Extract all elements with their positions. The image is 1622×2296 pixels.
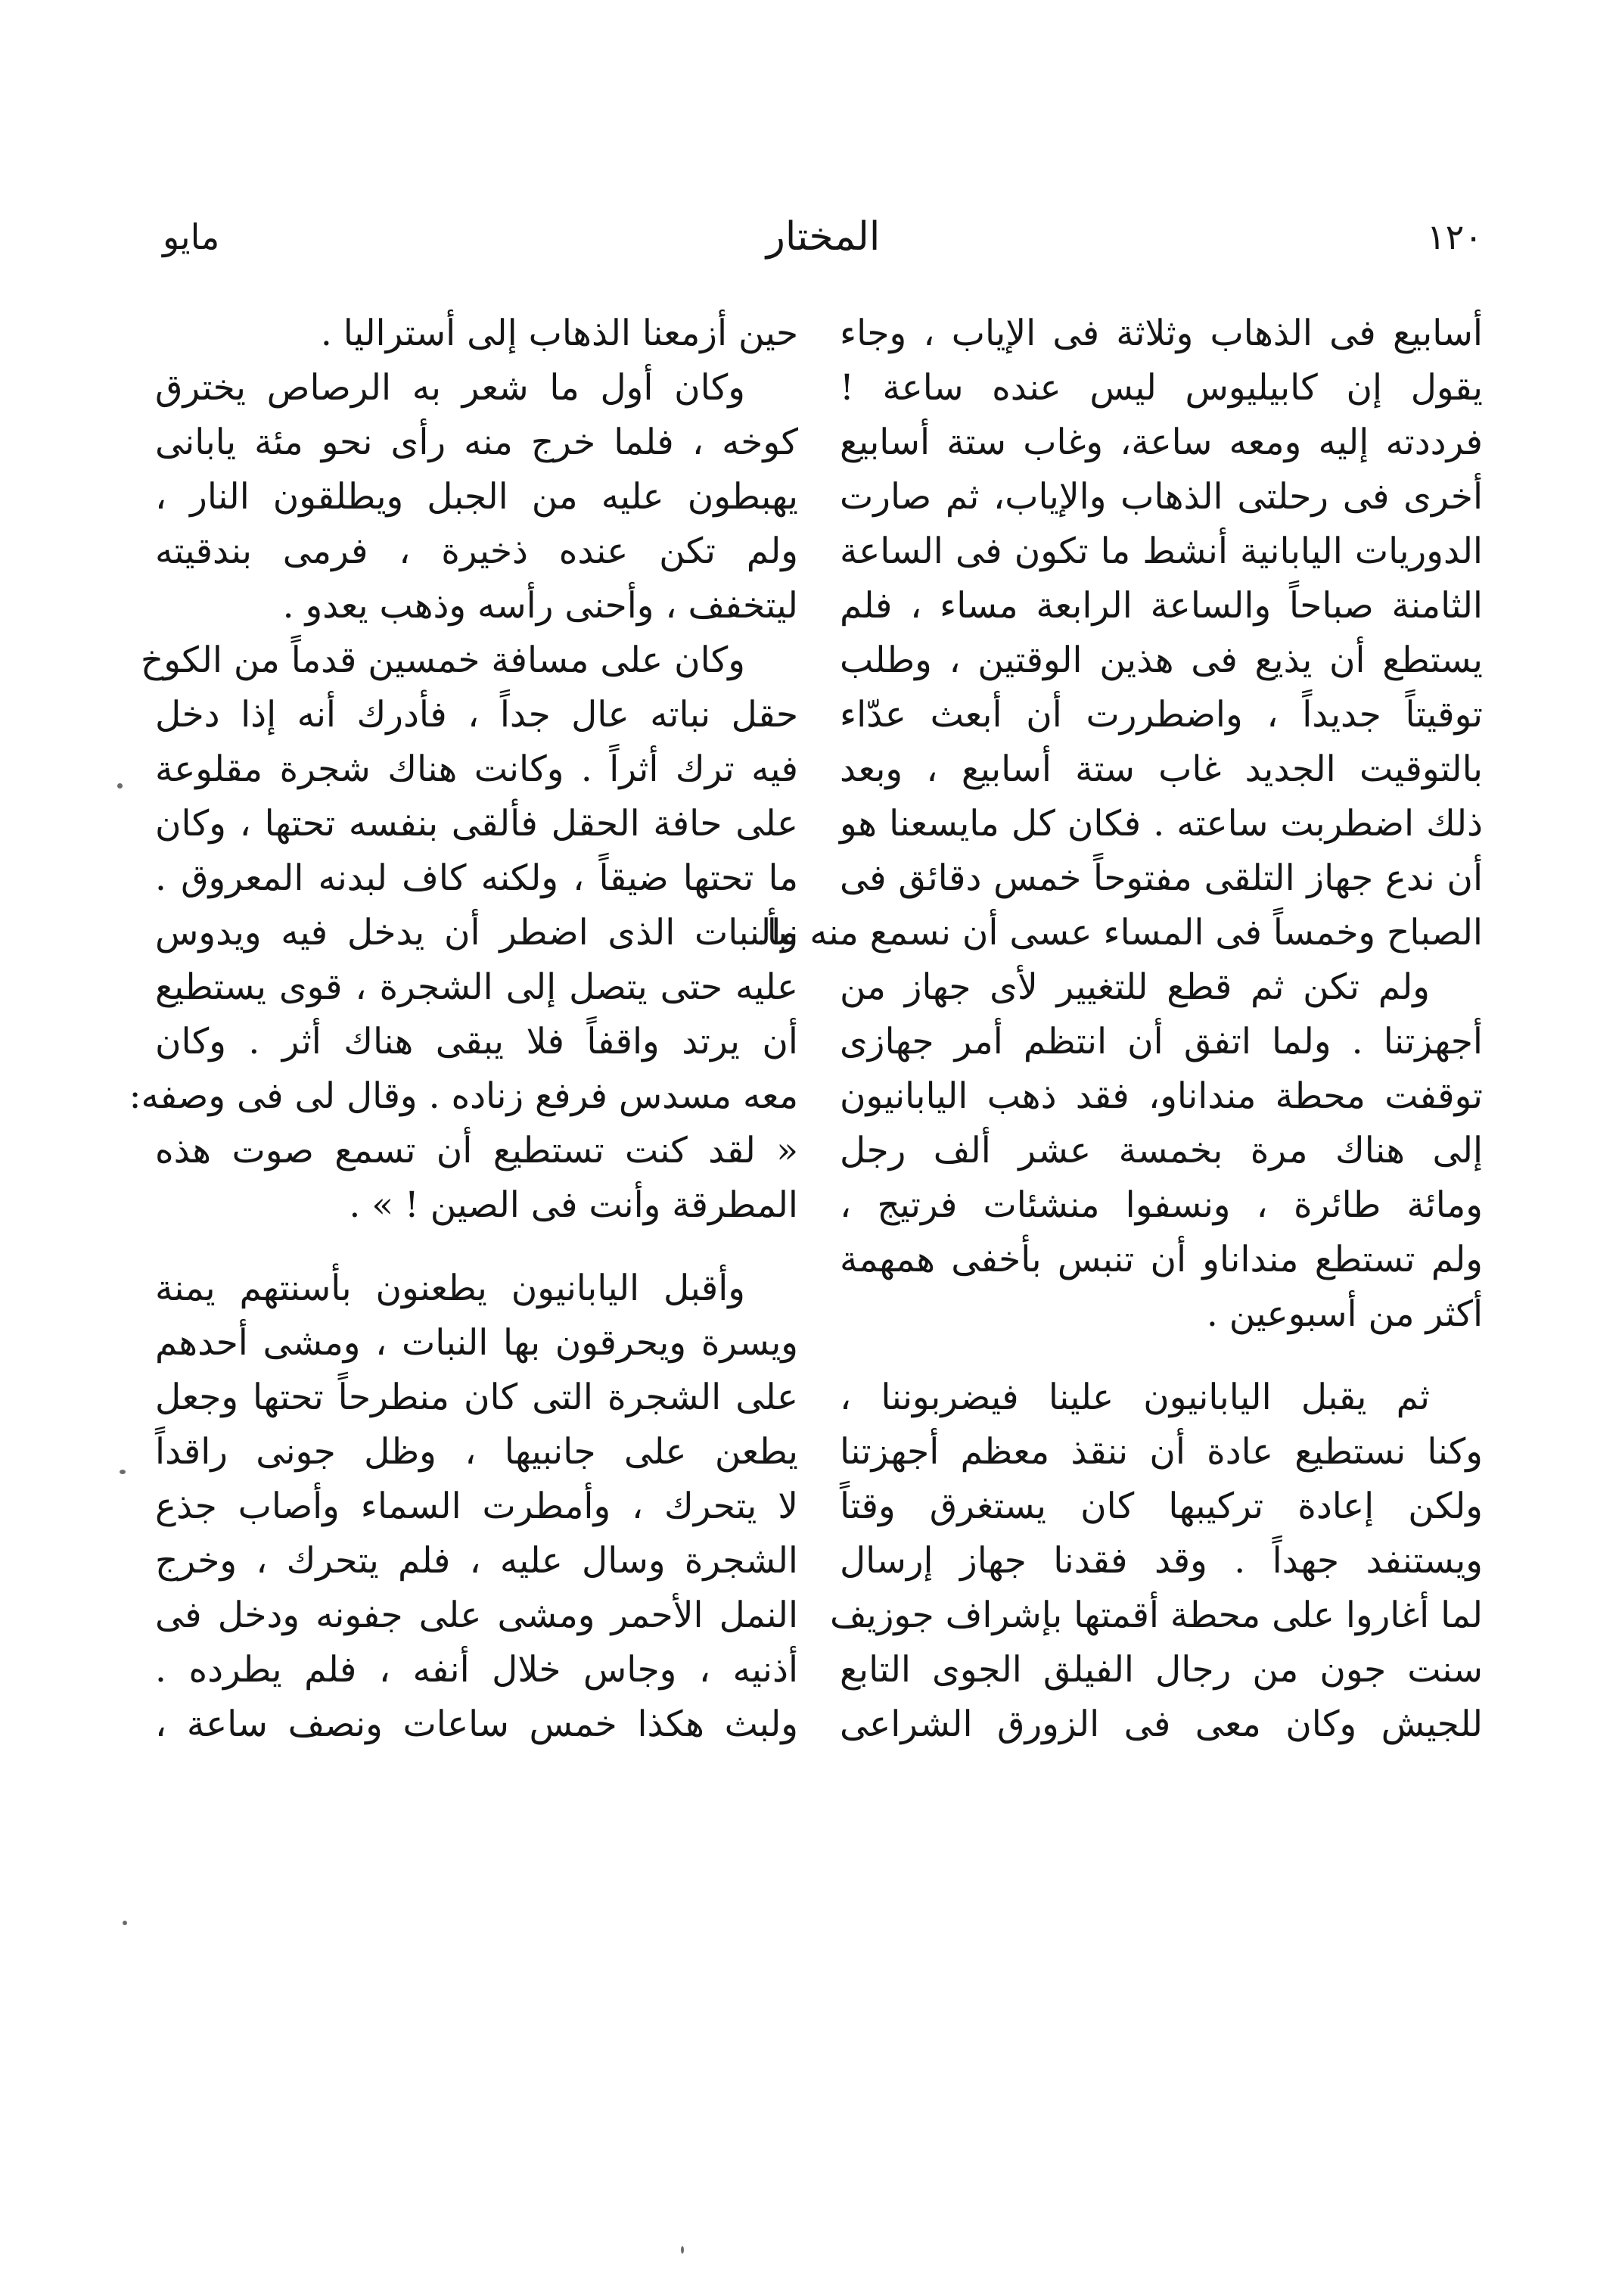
- text-line: عليه حتى يتصل إلى الشجرة ، قوى يستطيع: [155, 966, 798, 1008]
- text-line: النمل الأحمر ومشى على جفونه ودخل فى: [155, 1594, 798, 1636]
- text-line: الصباح وخمساً فى المساء عسى أن نسمع منه نبأ.: [755, 912, 1483, 954]
- text-line: أكثر من أسبوعين .: [1206, 1293, 1483, 1335]
- text-line: ثم يقبل اليابانيون علينا فيضربوننا ،: [840, 1377, 1430, 1418]
- text-line: يهبطون عليه من الجبل ويطلقون النار ،: [155, 476, 798, 518]
- running-header: [163, 203, 1483, 271]
- text-line: ويسرة ويحرقون بها النبات ، ومشى أحدهم: [155, 1322, 798, 1364]
- text-line: فيه ترك أثراً . وكانت هناك شجرة مقلوعة: [155, 748, 798, 790]
- text-line: وأقبل اليابانيون يطعنون بأسنتهم يمنة: [155, 1268, 745, 1309]
- text-line: وكان أول ما شعر به الرصاص يخترق: [155, 367, 745, 409]
- text-line: يقول إن كابيليوس ليس عنده ساعة !: [840, 367, 1483, 409]
- text-line: ويستنفد جهداً . وقد فقدنا جهاز إرسال: [840, 1540, 1483, 1582]
- page-number: ١٢٠: [1426, 216, 1483, 257]
- text-line: ذلك اضطربت ساعته . فكان كل مايسعنا هو: [840, 803, 1483, 845]
- text-line: الدوريات اليابانية أنشط ما تكون فى الساعة: [840, 530, 1483, 572]
- text-line: على حافة الحقل فألقى بنفسه تحتها ، وكان: [155, 803, 798, 845]
- text-line: بالتوقيت الجديد غاب ستة أسابيع ، وبعد: [840, 748, 1483, 790]
- text-line: يطعن على جانبيها ، وظل جونى راقداً: [155, 1431, 798, 1473]
- text-line: ولم تكن عنده ذخيرة ، فرمى بندقيته: [155, 530, 798, 572]
- text-line: أن ندع جهاز التلقى مفتوحاً خمس دقائق فى: [840, 857, 1483, 899]
- text-line: معه مسدس فرفع زناده . وقال لى فى وصفه:: [129, 1075, 798, 1117]
- text-line: حين أزمعنا الذهاب إلى أستراليا .: [320, 313, 798, 354]
- left-text-column: [129, 306, 798, 1752]
- running-title: المختار: [766, 214, 881, 260]
- scan-speck: [117, 783, 123, 789]
- scan-speck: [120, 1470, 126, 1474]
- text-line: ومائة طائرة ، ونسفوا منشئات فرتيج ،: [840, 1184, 1483, 1226]
- text-line: على الشجرة التى كان منطرحاً تحتها وجعل: [155, 1377, 798, 1418]
- text-line: للجيش وكان معى فى الزورق الشراعى: [840, 1703, 1484, 1745]
- text-line: ما تحتها ضيقاً ، ولكنه كاف لبدنه المعروق .: [155, 857, 798, 899]
- text-line: الشجرة وسال عليه ، فلم يتحرك ، وخرج: [155, 1540, 798, 1582]
- text-line: حقل نباته عال جداً ، فأدرك أنه إذا دخل: [155, 694, 798, 736]
- text-line: « لقد كنت تستطيع أن تسمع صوت هذه: [155, 1130, 798, 1171]
- text-line: أسابيع فى الذهاب وثلاثة فى الإياب ، وجاء: [840, 313, 1483, 354]
- text-line: أذنيه ، وجاس خلال أنفه ، فلم يطرده .: [155, 1649, 798, 1691]
- text-line: ولم تكن ثم قطع للتغيير لأى جهاز من: [840, 966, 1430, 1008]
- text-line: فرددته إليه ومعه ساعة، وغاب ستة أسابيع: [840, 422, 1483, 463]
- text-line: يستطع أن يذيع فى هذين الوقتين ، وطلب: [840, 639, 1483, 681]
- text-line: إلى هناك مرة بخمسة عشر ألف رجل: [840, 1130, 1483, 1171]
- text-line: ولم تستطع منداناو أن تنبس بأخفى همهمة: [840, 1239, 1483, 1280]
- scan-speck: [123, 1921, 127, 1925]
- text-line: توقفت محطة منداناو، فقد ذهب اليابانيون: [840, 1075, 1483, 1117]
- text-line: المطرقة وأنت فى الصين ! » .: [349, 1184, 798, 1226]
- text-line: وكنا نستطيع عادة أن ننقذ معظم أجهزتنا: [840, 1431, 1483, 1473]
- text-line: لا يتحرك ، وأمطرت السماء وأصاب جذع: [155, 1486, 798, 1527]
- text-line: ولبث هكذا خمس ساعات ونصف ساعة ،: [155, 1703, 798, 1745]
- text-line: ليتخفف ، وأحنى رأسه وذهب يعدو .: [282, 585, 798, 627]
- text-line: توقيتاً جديداً ، واضطررت أن أبعث عدّاء: [840, 694, 1483, 736]
- text-line: أن يرتد واقفاً فلا يبقى هناك أثر . وكان: [155, 1021, 798, 1062]
- text-line: سنت جون من رجال الفيلق الجوى التابع: [840, 1649, 1483, 1691]
- text-line: الثامنة صباحاً والساعة الرابعة مساء ، فلم: [840, 585, 1483, 627]
- text-line: كوخه ، فلما خرج منه رأى نحو مئة يابانى: [155, 422, 798, 463]
- right-text-column: [755, 306, 1484, 1752]
- text-line: أخرى فى رحلتى الذهاب والإياب، ثم صارت: [840, 476, 1483, 518]
- text-line: لما أغاروا على محطة أقمتها بإشراف جوزيف: [829, 1594, 1483, 1636]
- text-line: وكان على مسافة خمسين قدماً من الكوخ: [140, 639, 745, 681]
- text-line: والنبات الذى اضطر أن يدخل فيه ويدوس: [155, 912, 798, 954]
- month-label: مايو: [163, 216, 220, 257]
- text-line: ولكن إعادة تركيبها كان يستغرق وقتاً: [840, 1486, 1483, 1527]
- scan-speck: [681, 2246, 684, 2254]
- text-line: أجهزتنا . ولما اتفق أن انتظم أمر جهازى: [840, 1021, 1483, 1062]
